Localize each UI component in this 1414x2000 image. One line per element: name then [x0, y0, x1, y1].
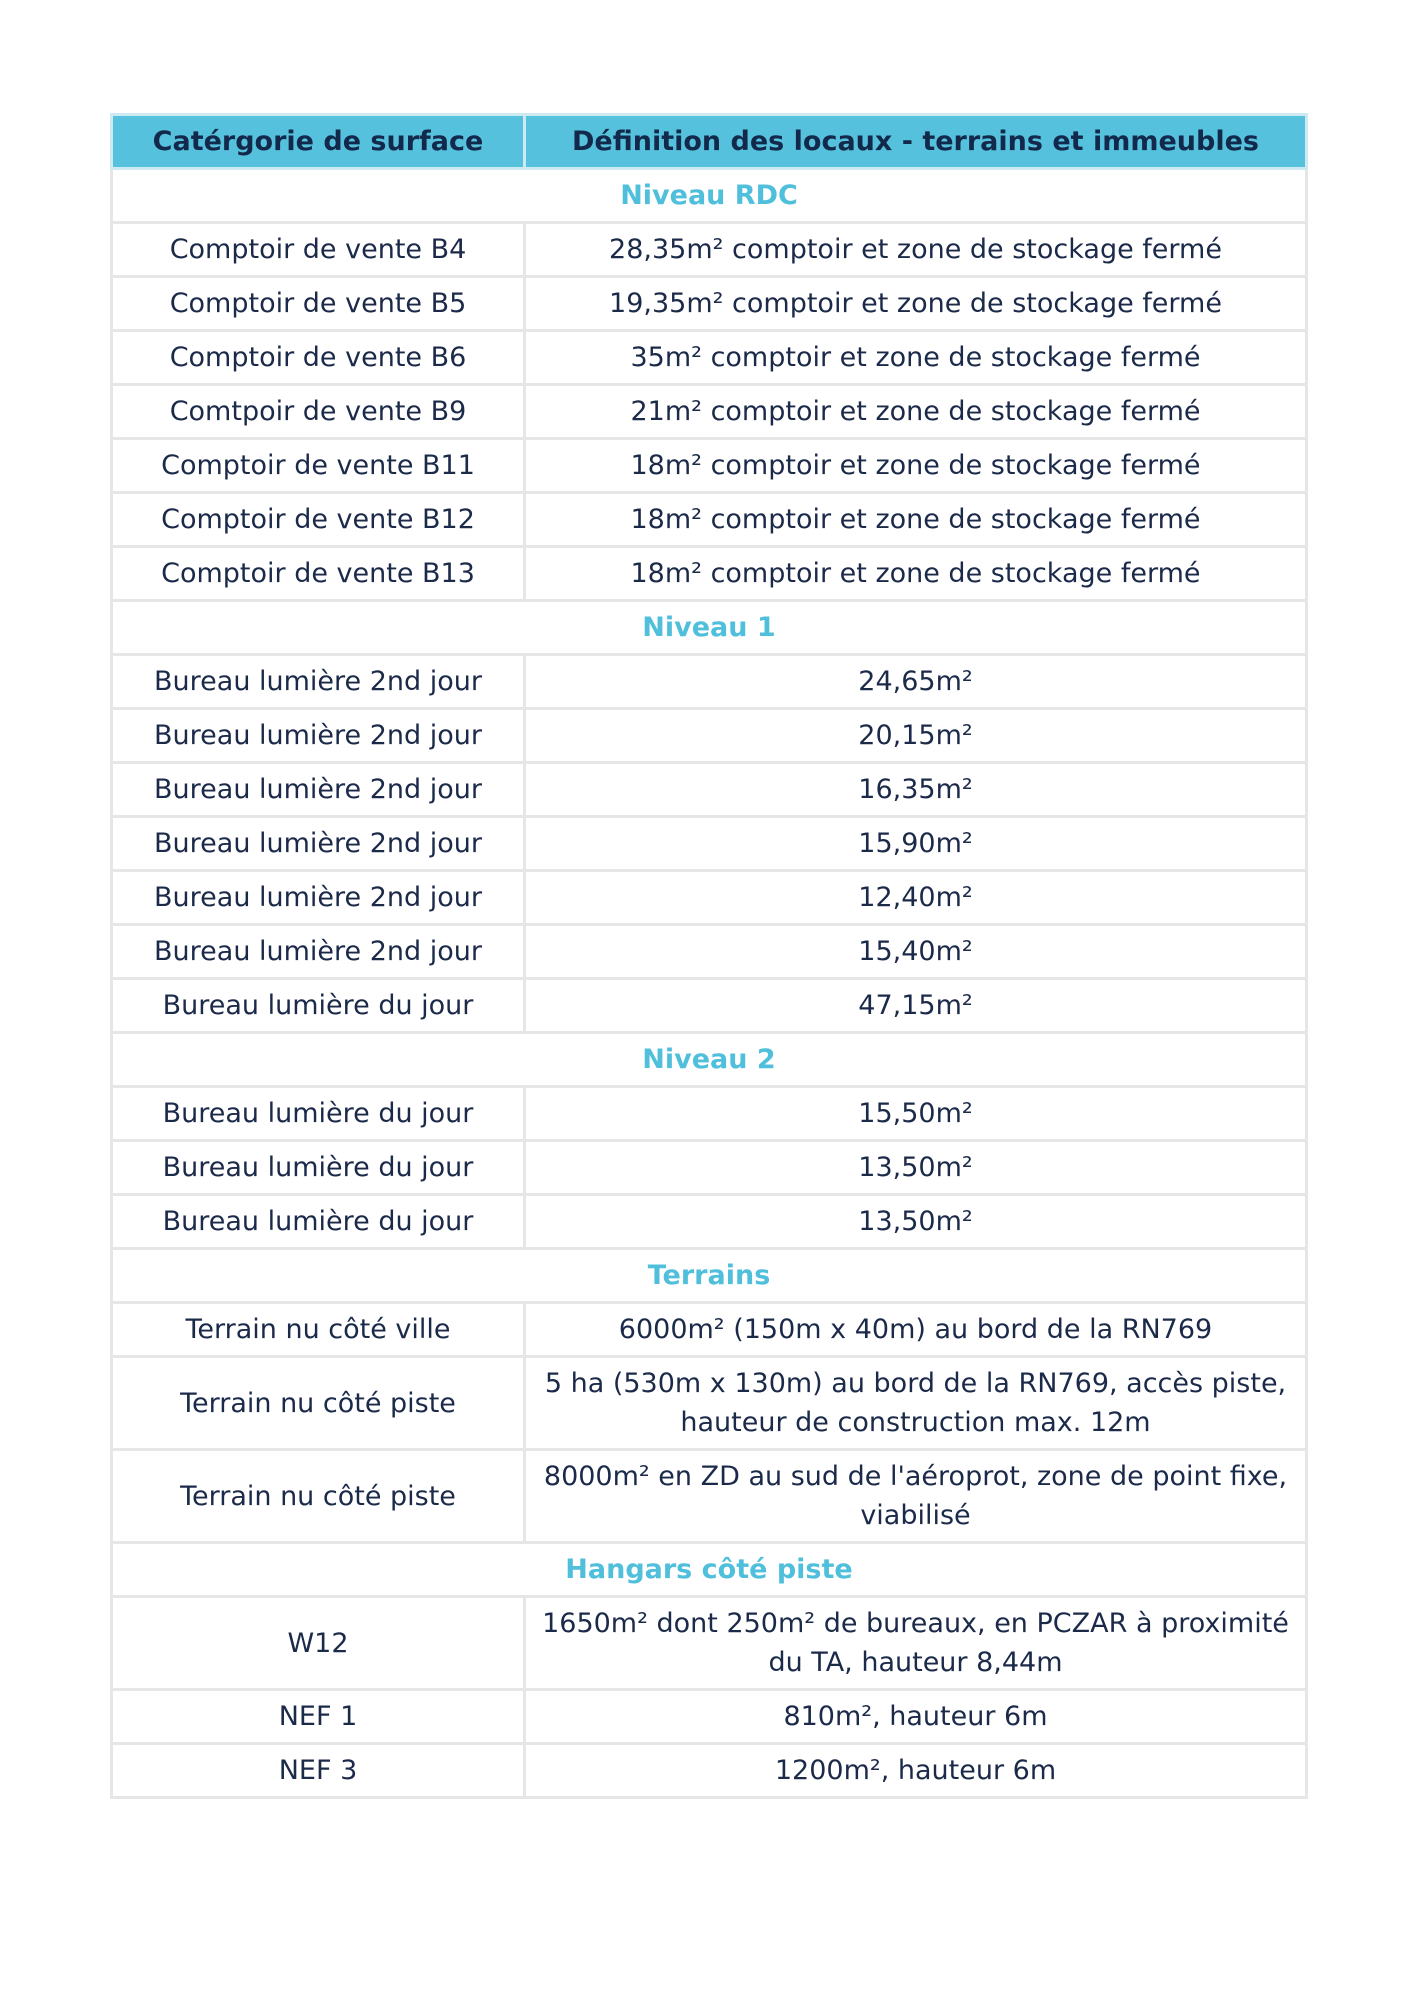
table-row: [112, 1744, 1307, 1798]
section-title: Niveau 1: [112, 601, 1307, 655]
table-row: [112, 493, 1307, 547]
table-row: [112, 1195, 1307, 1249]
table-row: [112, 439, 1307, 493]
table-row: [112, 277, 1307, 331]
category-cell: Bureau lumière du jour: [112, 1195, 525, 1249]
table-row: [112, 925, 1307, 979]
table-row: [112, 763, 1307, 817]
definition-cell: 1650m² dont 250m² de bureaux, en PCZAR à proximité du TA, hauteur 8,44m: [525, 1597, 1307, 1690]
category-cell: Bureau lumière 2nd jour: [112, 709, 525, 763]
definition-cell: 13,50m²: [525, 1195, 1307, 1249]
category-cell: Terrain nu côté ville: [112, 1303, 525, 1357]
category-cell: Bureau lumière 2nd jour: [112, 655, 525, 709]
definition-cell: 6000m² (150m x 40m) au bord de la RN769: [525, 1303, 1307, 1357]
definition-cell: 28,35m² comptoir et zone de stockage fermé: [525, 223, 1307, 277]
definition-cell: 8000m² en ZD au sud de l'aéroprot, zone de point fixe, viabilisé: [525, 1450, 1307, 1543]
section-title: Niveau 2: [112, 1033, 1307, 1087]
table-row: [112, 1450, 1307, 1543]
category-cell: Terrain nu côté piste: [112, 1450, 525, 1543]
section-row: [112, 1033, 1307, 1087]
category-cell: Comptoir de vente B12: [112, 493, 525, 547]
definition-cell: 35m² comptoir et zone de stockage fermé: [525, 331, 1307, 385]
section-title: Terrains: [112, 1249, 1307, 1303]
definition-cell: 18m² comptoir et zone de stockage fermé: [525, 493, 1307, 547]
table-row: [112, 1690, 1307, 1744]
definition-cell: 20,15m²: [525, 709, 1307, 763]
definition-cell: 15,40m²: [525, 925, 1307, 979]
category-cell: Bureau lumière 2nd jour: [112, 871, 525, 925]
table-row: [112, 223, 1307, 277]
definition-cell: 12,40m²: [525, 871, 1307, 925]
category-cell: NEF 3: [112, 1744, 525, 1798]
category-cell: Bureau lumière du jour: [112, 1087, 525, 1141]
header-definition: Définition des locaux - terrains et immeubles: [525, 115, 1307, 169]
definition-cell: 18m² comptoir et zone de stockage fermé: [525, 439, 1307, 493]
header-category: Catérgorie de surface: [112, 115, 525, 169]
section-title: Hangars côté piste: [112, 1543, 1307, 1597]
definition-cell: 5 ha (530m x 130m) au bord de la RN769, accès piste, hauteur de construction max. 12m: [525, 1357, 1307, 1450]
table-row: [112, 709, 1307, 763]
category-cell: Comptoir de vente B4: [112, 223, 525, 277]
definition-cell: 1200m², hauteur 6m: [525, 1744, 1307, 1798]
table-row: [112, 385, 1307, 439]
table-row: [112, 1597, 1307, 1690]
category-cell: Comptoir de vente B5: [112, 277, 525, 331]
category-cell: Bureau lumière 2nd jour: [112, 925, 525, 979]
table-row: [112, 871, 1307, 925]
surface-table: [110, 113, 1308, 1799]
section-row: [112, 169, 1307, 223]
category-cell: Comtpoir de vente B9: [112, 385, 525, 439]
table-row: [112, 1357, 1307, 1450]
definition-cell: 16,35m²: [525, 763, 1307, 817]
definition-cell: 15,50m²: [525, 1087, 1307, 1141]
definition-cell: 18m² comptoir et zone de stockage fermé: [525, 547, 1307, 601]
category-cell: Bureau lumière 2nd jour: [112, 817, 525, 871]
section-row: [112, 601, 1307, 655]
category-cell: NEF 1: [112, 1690, 525, 1744]
table-row: [112, 547, 1307, 601]
section-row: [112, 1543, 1307, 1597]
category-cell: W12: [112, 1597, 525, 1690]
definition-cell: 24,65m²: [525, 655, 1307, 709]
table-row: [112, 979, 1307, 1033]
section-title: Niveau RDC: [112, 169, 1307, 223]
table-row: [112, 331, 1307, 385]
table-row: [112, 655, 1307, 709]
category-cell: Comptoir de vente B11: [112, 439, 525, 493]
category-cell: Terrain nu côté piste: [112, 1357, 525, 1450]
category-cell: Bureau lumière du jour: [112, 979, 525, 1033]
table-row: [112, 817, 1307, 871]
table-row: [112, 1087, 1307, 1141]
category-cell: Bureau lumière 2nd jour: [112, 763, 525, 817]
section-row: [112, 1249, 1307, 1303]
category-cell: Bureau lumière du jour: [112, 1141, 525, 1195]
definition-cell: 19,35m² comptoir et zone de stockage fermé: [525, 277, 1307, 331]
definition-cell: 15,90m²: [525, 817, 1307, 871]
category-cell: Comptoir de vente B6: [112, 331, 525, 385]
table-row: [112, 1303, 1307, 1357]
definition-cell: 21m² comptoir et zone de stockage fermé: [525, 385, 1307, 439]
definition-cell: 810m², hauteur 6m: [525, 1690, 1307, 1744]
table-header-row: [112, 115, 1307, 169]
definition-cell: 13,50m²: [525, 1141, 1307, 1195]
category-cell: Comptoir de vente B13: [112, 547, 525, 601]
table-row: [112, 1141, 1307, 1195]
definition-cell: 47,15m²: [525, 979, 1307, 1033]
